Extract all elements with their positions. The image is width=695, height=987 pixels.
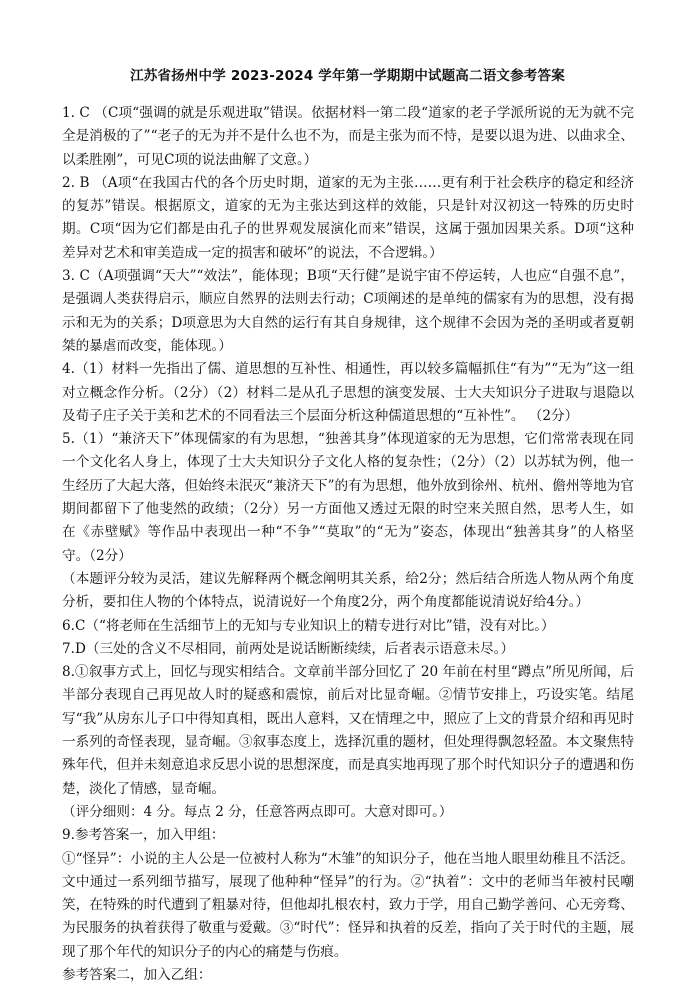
answer-q8: 8.①叙事方式上，回忆与现实相结合。文章前半部分回忆了 20 年前在村里“蹲点”所见所闻，后半部分表现自己再见故人时的疑惑和震惊，前后对比显奇崛。②情节安排上，巧设实笔。结尾写“我”从房东儿子口中得知真相，既出人意料，又在情理之中，照应了上文的背景介绍和再见时一系列的奇怪表现，显奇崛。③叙事态度上，选择沉重的题材，但处理得飘忽轻盈。本文聚焦特殊年代，但并未刻意追求反思小说的思想深度，而是真实地再现了那个时代知识分子的遭遇和伤楚，淡化了情感，显奇崛。 — [62, 664, 634, 797]
answer-q9-heading-2: 参考答案二，加入乙组： — [62, 966, 212, 983]
answer-q6: 6.C（“将老师在生活细节上的无知与专业知识上的精专进行对比”错，没有对比。） — [62, 617, 555, 634]
scoring-note-q8: （评分细则：4 分。每点 2 分，任意答两点即可。大意对即可。） — [62, 803, 453, 820]
scoring-note-q5: （本题评分较为灵活，建议先解释两个概念阐明其关系，给2分；然后结合所选人物从两个角度分析，要扣住人物的个体特点，说清说好一个角度2分，两个角度都能说清说好给4分。） — [62, 570, 634, 611]
answer-q4: 4.（1）材料一先指出了儒、道思想的互补性、相通性，再以较多篇幅抓住“有为”“无为”这一组对立概念作分析。（2分）（2）材料二是从孔子思想的演变发展、士大夫知识分子进取与退隐以及荀子庄子关于美和艺术的不同看法三个层面分析这种儒道思想的“互补性”。 （2分） — [62, 361, 634, 424]
document-title: 江苏省扬州中学 2023-2024 学年第一学期期中试题高二语文参考答案 — [130, 68, 565, 84]
answer-q7: 7.D（三处的含义不尽相同，前两处是说话断断续续，后者表示语意未尽。） — [62, 640, 515, 657]
answer-body — [62, 102, 634, 987]
answer-q5: 5.（1）“兼济天下”体现儒家的有为思想，“独善其身”体现道家的无为思想，它们常常表现在同一个文化名人身上，体现了士大夫知识分子文化人格的复杂性；（2分）（2）以苏轼为例，他一生经历了大起大落，但始终未泯灭“兼济天下”的有为思想，他外放到徐州、杭州、儋州等地为官期间都留下了他斐然的政绩；（2分）另一方面他又透过无限的时空来关照自然，思考人生，如在《赤壁赋》等作品中表现出一种“不争”“莫取”的“无为”姿态，体现出“独善其身”的人格坚守。（2分） — [62, 431, 634, 564]
answer-q2: 2. B （A项“在我国古代的各个历史时期，道家的无为主张……更有利于社会秩序的稳定和经济的复苏”错误。根据原文，道家的无为主张达到这样的效能，只是针对汉初这一特殊的历史时期。C项“因为它们都是由孔子的世界观发展演化而来”错误，这属于强加因果关系。D项“这种差异对艺术和审美造成一定的损害和破坏”的说法，不合逻辑。） — [62, 174, 634, 261]
answer-q3: 3. C（A项强调“天大”“效法”，能体现；B项“天行健”是说宇宙不停运转，人也应“自强不息”，是强调人类获得启示，顺应自然界的法则去行动；C项阐述的是单纯的儒家有为的思想，没有揭示和无为的关系；D项意思为大自然的运行有其自身规律，这个规律不会因为尧的圣明或者夏朝桀的暴虐而改变，能体现。） — [62, 268, 634, 354]
answer-q1: 1. C （C项“强调的就是乐观进取”错误。依据材料一第二段“道家的老子学派所说的无为就不完全是消极的了”“老子的无为并不是什么也不为，而是主张为而不恃，是要以退为进、以曲求全、以柔胜刚”，可见C项的说法曲解了文意。） — [62, 105, 634, 168]
answer-q9-body-1: ①“怪异”：小说的主人公是一位被村人称为“木雏”的知识分子，他在当地人眼里幼稚且不活泛。文中通过一系列细节描写，展现了他种种“怪异”的行为。②“执着”：文中的老师当年被村民嘲笑，在特殊的时代遭到了粗暴对待，但他却扎根农村，致力于学，用自己勤学善问、心无旁骛、为民服务的执着获得了敬重与爱戴。③“时代”：怪异和执着的反差，指向了关于时代的主题，展现了那个年代的知识分子的内心的痛楚与伤痕。 — [62, 850, 634, 960]
answer-q9-heading-1: 9.参考答案一，加入甲组： — [62, 827, 225, 844]
